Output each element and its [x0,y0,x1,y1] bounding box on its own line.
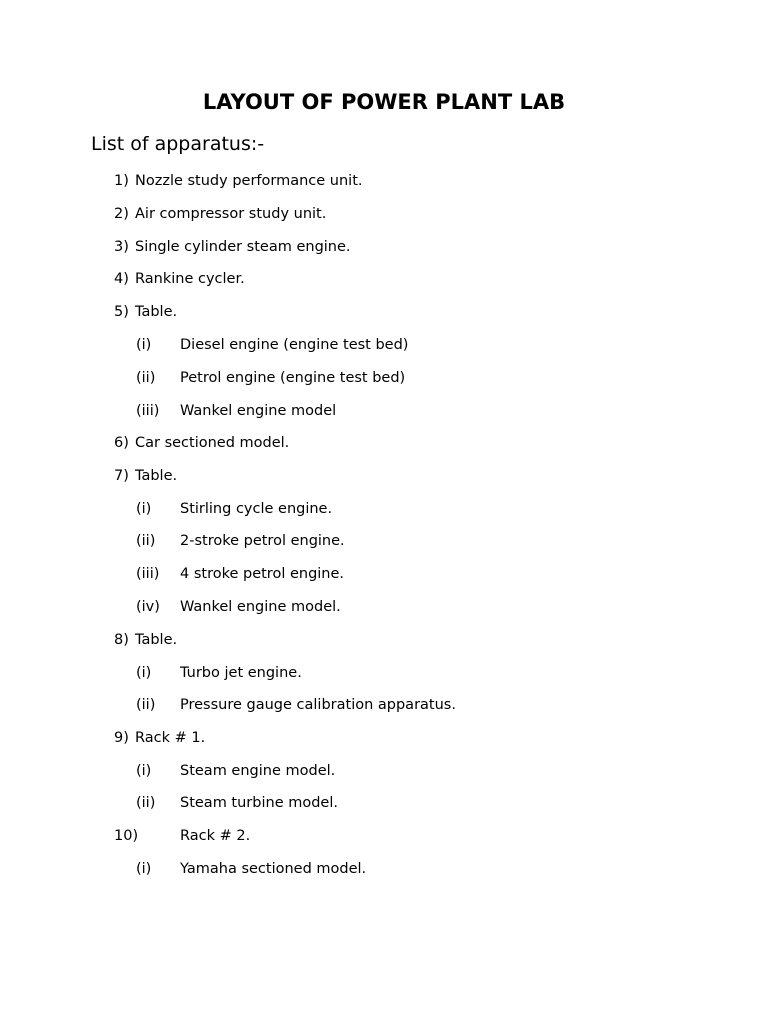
list-subitem-number: (i) [136,501,152,517]
list-item-number: 2) [114,206,129,222]
list-subitem-text: Steam engine model. [180,763,336,779]
list-item-number: 4) [114,271,129,287]
list-subitem-text: Wankel engine model [180,403,337,419]
list-subitem-text: Pressure gauge calibration apparatus. [180,697,456,713]
list-item-number: 9) [114,730,129,746]
list-item-number: 3) [114,239,129,255]
list-item-text: Table. [135,468,178,484]
list-subitem-text: Yamaha sectioned model. [180,861,367,877]
list-item-text: Rack # 1. [135,730,206,746]
list-subitem-number: (ii) [136,370,156,386]
page-title: LAYOUT OF POWER PLANT LAB [202,90,566,114]
section-heading: List of apparatus:- [91,133,265,155]
list-item-number: 8) [114,632,129,648]
list-subitem-text: Diesel engine (engine test bed) [180,337,409,353]
list-subitem-number: (iv) [136,599,160,615]
list-subitem-text: Steam turbine model. [180,795,338,811]
list-item-text: Nozzle study performance unit. [135,173,363,189]
list-item-text: Table. [135,632,178,648]
list-item-number: 7) [114,468,129,484]
list-subitem-text: 4 stroke petrol engine. [180,566,345,582]
list-item-number: 6) [114,435,129,451]
list-item-number: 10) [114,828,139,844]
list-subitem-number: (iii) [136,403,160,419]
list-item-text: Rack # 2. [180,828,251,844]
list-subitem-number: (ii) [136,533,156,549]
list-subitem-text: Petrol engine (engine test bed) [180,370,406,386]
list-item-text: Rankine cycler. [135,271,245,287]
list-subitem-number: (i) [136,665,152,681]
list-item-number: 1) [114,173,129,189]
list-subitem-number: (ii) [136,795,156,811]
list-subitem-number: (i) [136,763,152,779]
list-subitem-text: 2-stroke petrol engine. [180,533,345,549]
list-item-text: Table. [135,304,178,320]
list-subitem-number: (ii) [136,697,156,713]
list-subitem-text: Stirling cycle engine. [180,501,333,517]
list-subitem-text: Turbo jet engine. [180,665,302,681]
list-item-text: Single cylinder steam engine. [135,239,351,255]
list-subitem-text: Wankel engine model. [180,599,341,615]
list-subitem-number: (iii) [136,566,160,582]
list-item-number: 5) [114,304,129,320]
list-subitem-number: (i) [136,337,152,353]
list-subitem-number: (i) [136,861,152,877]
list-item-text: Car sectioned model. [135,435,290,451]
list-item-text: Air compressor study unit. [135,206,327,222]
